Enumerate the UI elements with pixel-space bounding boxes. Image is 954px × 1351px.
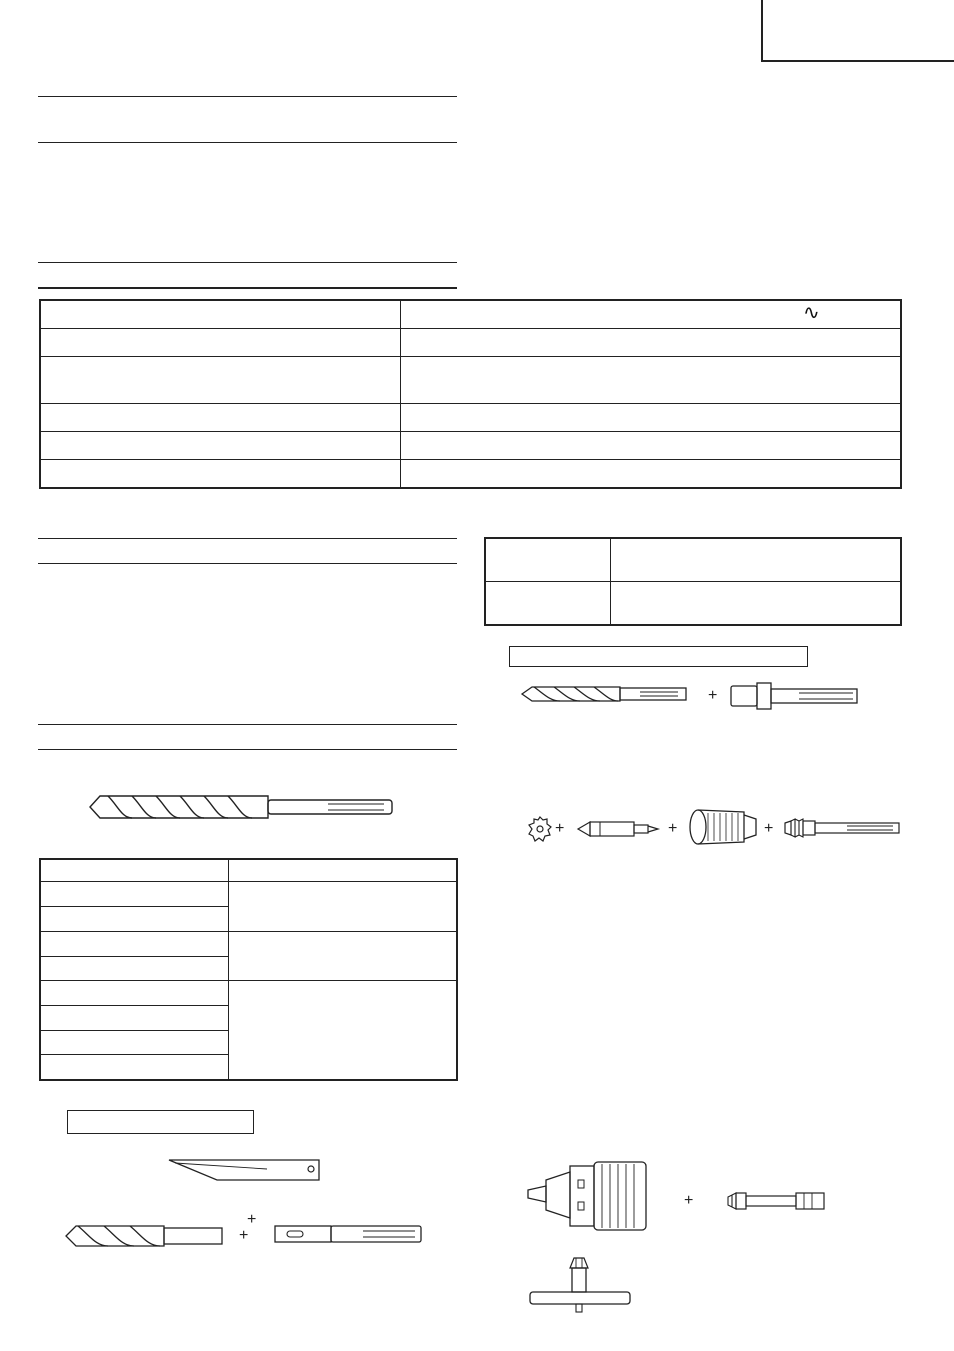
core-bit-icon: [688, 807, 760, 847]
chuck-adapter-icon: [726, 1190, 828, 1212]
bits-table: [39, 858, 458, 1081]
section-rule-6: [38, 563, 457, 564]
ac-symbol: ∿: [803, 302, 820, 324]
bits-row-divider: [41, 980, 456, 981]
center-pin-icon: [527, 815, 553, 843]
cotter-icon: [167, 1157, 323, 1183]
bits-row-divider: [41, 956, 228, 957]
tab-marker-box: [761, 0, 954, 62]
section-rule-3: [38, 262, 457, 263]
section-rule-7: [38, 724, 457, 725]
section-rule-2: [38, 142, 457, 143]
bits-row-divider: [41, 906, 228, 907]
plus-sign: +: [555, 820, 565, 837]
bits-row-divider: [41, 931, 456, 932]
masonry-bit-icon: [520, 680, 692, 708]
bits-row-divider: [41, 1030, 228, 1031]
application-table: [484, 537, 902, 626]
bits-table-column-divider: [228, 860, 229, 1079]
spec-row-divider: [41, 459, 900, 460]
section-rule-4: [38, 287, 457, 289]
section-rule-5: [38, 538, 457, 539]
section-rule-8: [38, 749, 457, 750]
bits-row-divider: [41, 1054, 228, 1055]
shank-adapter-icon: [729, 681, 861, 711]
plus-sign: +: [764, 820, 774, 837]
bits-row-divider: [41, 1005, 228, 1006]
core-shank-icon: [783, 815, 903, 841]
bits-row-divider: [41, 881, 456, 882]
center-pin-holder-icon: [576, 818, 660, 840]
plus-sign: +: [668, 820, 678, 837]
sds-drill-bit-icon: [88, 790, 396, 824]
plus-sign: +: [708, 687, 718, 704]
spec-row-divider: [41, 356, 900, 357]
plus-sign: +: [247, 1211, 257, 1228]
taper-adapter-icon: [273, 1222, 425, 1246]
plus-sign: +: [239, 1227, 249, 1244]
spec-row-divider: [41, 403, 900, 404]
section-rule-1: [38, 96, 457, 97]
spec-row-divider: [41, 431, 900, 432]
specifications-table: [39, 299, 902, 489]
plus-sign: +: [684, 1192, 694, 1209]
label-box-left: [67, 1110, 254, 1134]
application-row-divider: [486, 581, 900, 582]
label-box-right: [509, 646, 808, 667]
taper-shank-bit-icon: [64, 1222, 226, 1250]
spec-row-divider: [41, 328, 900, 329]
chuck-key-icon: [528, 1254, 634, 1314]
drill-chuck-icon: [526, 1160, 650, 1232]
